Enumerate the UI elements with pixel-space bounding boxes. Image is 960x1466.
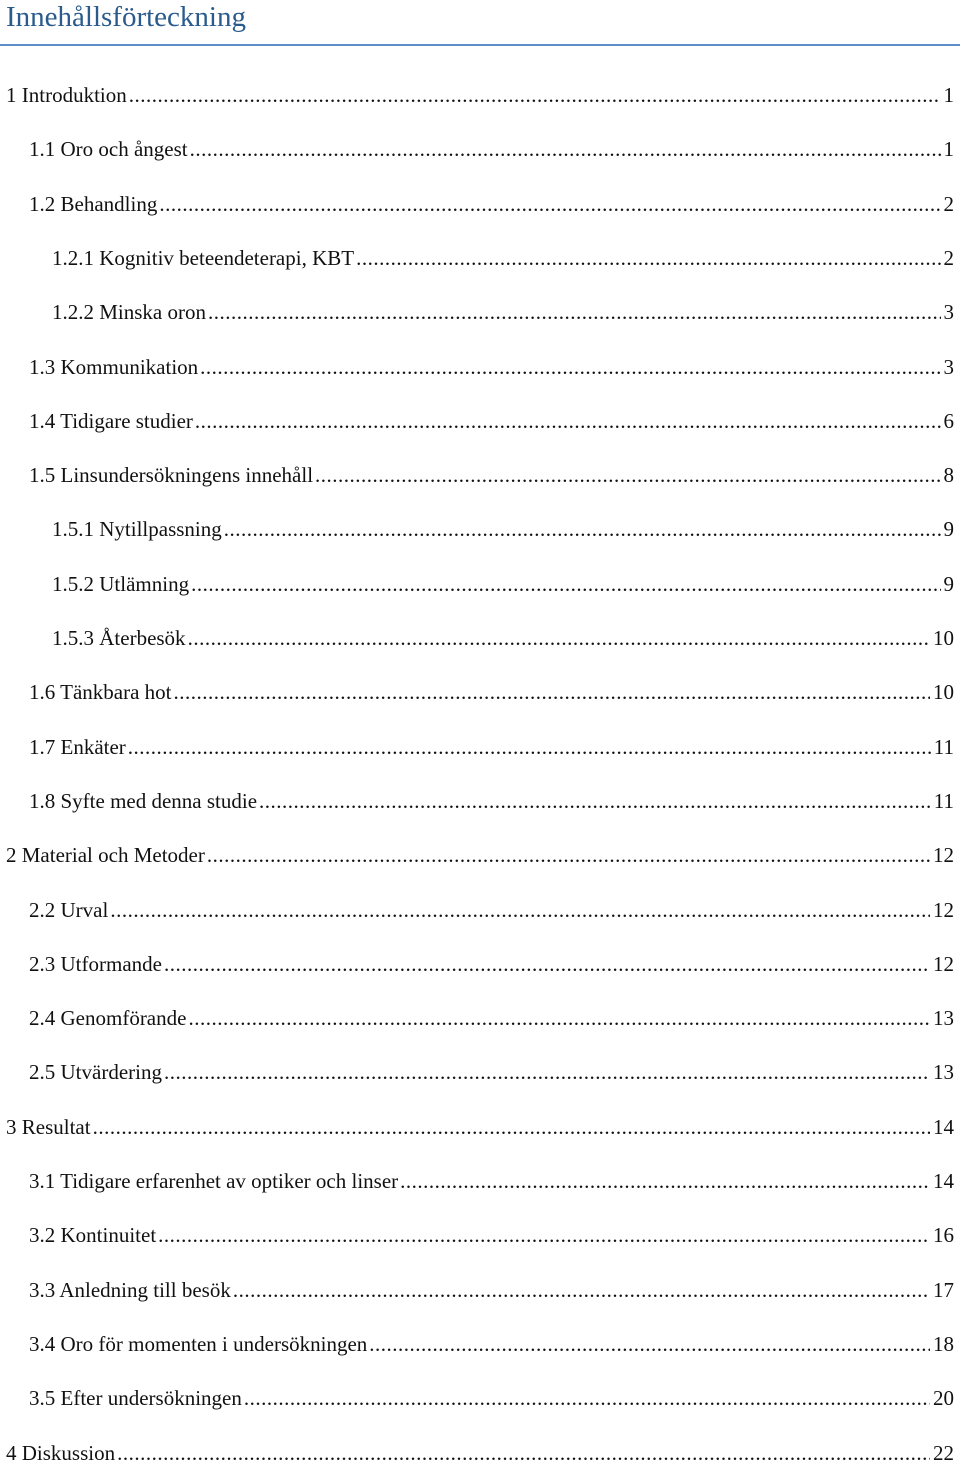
- toc-dot-leader: [159, 191, 940, 217]
- toc-entry-page: 12: [933, 843, 954, 867]
- toc-entry-title: 2 Material och Metoder: [6, 843, 205, 867]
- toc-entry-title: 1.4 Tidigare studier: [29, 409, 193, 433]
- toc-entry-page: 18: [933, 1332, 954, 1356]
- toc-dot-leader: [117, 1440, 930, 1466]
- toc-entry[interactable]: [52, 295, 954, 325]
- toc-dot-leader: [400, 1168, 930, 1194]
- toc-entry-title: 2.2 Urval: [29, 898, 109, 922]
- toc-entry-page: 13: [933, 1060, 954, 1084]
- toc-entry[interactable]: [29, 1273, 954, 1303]
- toc-entry-page: 3: [943, 300, 954, 324]
- toc-dot-leader: [93, 1114, 930, 1140]
- toc-dot-leader: [369, 1331, 930, 1357]
- toc-entry-title: 1.5.1 Nytillpassning: [52, 517, 222, 541]
- toc-entry-title: 3.1 Tidigare erfarenhet av optiker och linser: [29, 1169, 399, 1193]
- toc-entry-page: 1: [943, 137, 954, 161]
- toc-entry[interactable]: [29, 675, 954, 705]
- toc-entry-page: 1: [943, 83, 954, 107]
- toc-entry-page: 10: [933, 626, 954, 650]
- heading-divider: [0, 44, 960, 46]
- toc-entry-page: 3: [943, 355, 954, 379]
- toc-dot-leader: [164, 951, 930, 977]
- toc-entry-page: 8: [943, 463, 954, 487]
- toc-entry-title: 2.5 Utvärdering: [29, 1060, 162, 1084]
- toc-entry-title: 1.2 Behandling: [29, 192, 158, 216]
- toc-dot-leader: [191, 571, 940, 597]
- toc-entry-page: 17: [933, 1278, 954, 1302]
- toc-entry-page: 12: [933, 898, 954, 922]
- toc-dot-leader: [195, 408, 941, 434]
- toc-entry[interactable]: [29, 784, 954, 814]
- toc-entry-page: 9: [943, 572, 954, 596]
- toc-entry-page: 6: [943, 409, 954, 433]
- toc-dot-leader: [188, 1005, 930, 1031]
- toc-dot-leader: [190, 136, 941, 162]
- toc-dot-leader: [188, 625, 930, 651]
- toc-dot-leader: [129, 82, 941, 108]
- toc-entry-title: 2.3 Utformande: [29, 952, 162, 976]
- toc-entry-page: 14: [933, 1115, 954, 1139]
- toc-entry[interactable]: [29, 350, 954, 380]
- toc-entry[interactable]: [6, 78, 954, 108]
- toc-entry[interactable]: [29, 730, 954, 760]
- toc-dot-leader: [233, 1277, 930, 1303]
- toc-entry-page: 16: [933, 1223, 954, 1247]
- toc-entry[interactable]: [6, 838, 954, 868]
- toc-entry-title: 1.6 Tänkbara hot: [29, 680, 172, 704]
- toc-entry-title: 1.1 Oro och ångest: [29, 137, 188, 161]
- toc-entry[interactable]: [29, 893, 954, 923]
- toc-entry[interactable]: [6, 1110, 954, 1140]
- toc-entry[interactable]: [29, 1381, 954, 1411]
- toc-dot-leader: [164, 1059, 930, 1085]
- toc-entry-title: 4 Diskussion: [6, 1441, 116, 1465]
- toc-entry-page: 9: [943, 517, 954, 541]
- toc-entry-page: 2: [943, 192, 954, 216]
- toc-dot-leader: [207, 842, 930, 868]
- toc-entry[interactable]: [29, 947, 954, 977]
- toc-entry[interactable]: [29, 1001, 954, 1031]
- toc-entry[interactable]: [52, 512, 954, 542]
- toc-entry-title: 3.3 Anledning till besök: [29, 1278, 231, 1302]
- toc-dot-leader: [110, 897, 930, 923]
- toc-dot-leader: [315, 462, 940, 488]
- toc-entry-title: 1.2.1 Kognitiv beteendeterapi, KBT: [52, 246, 355, 270]
- toc-entry-title: 3 Resultat: [6, 1115, 91, 1139]
- toc-entry-title: 1.5.2 Utlämning: [52, 572, 190, 596]
- toc-entry-title: 1.8 Syfte med denna studie: [29, 789, 258, 813]
- toc-entry-title: 3.5 Efter undersökningen: [29, 1386, 242, 1410]
- toc-entry-page: 22: [933, 1441, 954, 1465]
- toc-entry-title: 1.2.2 Minska oron: [52, 300, 206, 324]
- page-title: Innehållsförteckning: [6, 1, 246, 33]
- toc-dot-leader: [174, 679, 931, 705]
- toc-entry-page: 11: [933, 789, 954, 813]
- toc-entry[interactable]: [29, 1164, 954, 1194]
- toc-dot-leader: [244, 1385, 930, 1411]
- toc-entry[interactable]: [29, 132, 954, 162]
- toc-entry-title: 1.5 Linsundersökningens innehåll: [29, 463, 314, 487]
- toc-entry-title: 3.4 Oro för momenten i undersökningen: [29, 1332, 368, 1356]
- toc-entry-title: 1.7 Enkäter: [29, 735, 126, 759]
- toc-entry[interactable]: [52, 567, 954, 597]
- toc-entry-page: 12: [933, 952, 954, 976]
- toc-entry[interactable]: [52, 241, 954, 271]
- toc-entry-page: 2: [943, 246, 954, 270]
- toc-entry-title: 1 Introduktion: [6, 83, 127, 107]
- toc-dot-leader: [356, 245, 940, 271]
- toc-entry[interactable]: [29, 458, 954, 488]
- toc-entry-page: 10: [933, 680, 954, 704]
- toc-entry-page: 11: [933, 735, 954, 759]
- toc-entry-title: 1.3 Kommunikation: [29, 355, 199, 379]
- toc-entry[interactable]: [29, 1055, 954, 1085]
- toc-entry[interactable]: [6, 1436, 954, 1466]
- toc-entry[interactable]: [29, 1218, 954, 1248]
- toc-entry-page: 13: [933, 1006, 954, 1030]
- toc-dot-leader: [208, 299, 941, 325]
- toc-entry-page: 14: [933, 1169, 954, 1193]
- toc-dot-leader: [128, 734, 931, 760]
- toc-dot-leader: [224, 516, 941, 542]
- toc-dot-leader: [259, 788, 931, 814]
- toc-entry-title: 1.5.3 Återbesök: [52, 626, 186, 650]
- toc-dot-leader: [200, 354, 940, 380]
- toc-entry[interactable]: [29, 404, 954, 434]
- toc-entry[interactable]: [29, 1327, 954, 1357]
- toc-entry-title: 2.4 Genomförande: [29, 1006, 187, 1030]
- toc-entry-page: 20: [933, 1386, 954, 1410]
- toc-dot-leader: [158, 1222, 930, 1248]
- toc-entry[interactable]: [52, 621, 954, 651]
- toc-entry-title: 3.2 Kontinuitet: [29, 1223, 157, 1247]
- toc-entry[interactable]: [29, 187, 954, 217]
